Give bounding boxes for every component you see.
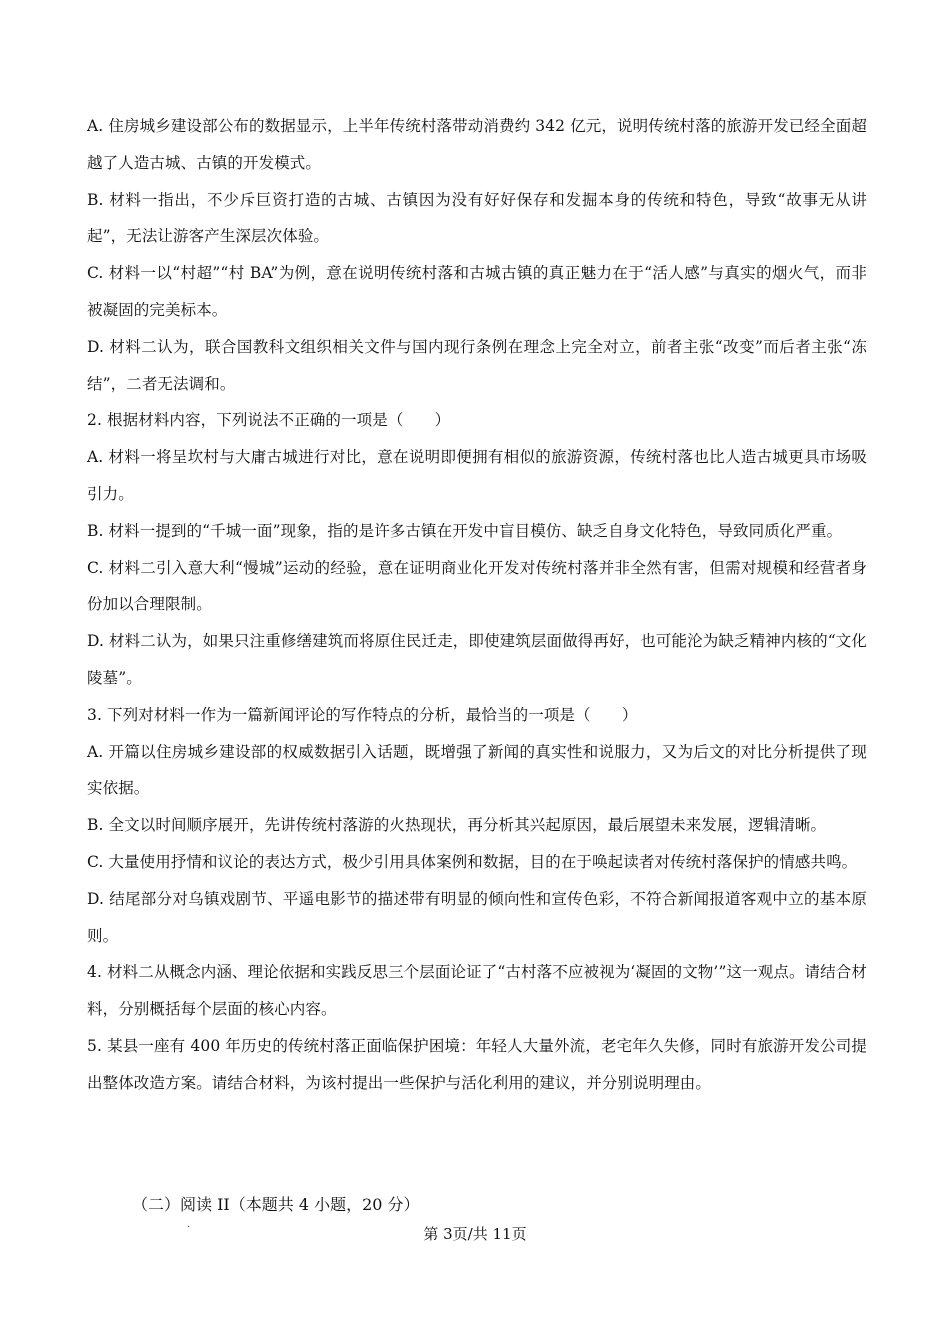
option-1d: D. 材料二认为，联合国教科文组织相关文件与国内现行条例在理念上完全对立，前者主张“改变”而后者主张“冻结”，二者无法调和。 <box>87 337 867 393</box>
question-4: 4. 材料二从概念内涵、理论依据和实践反思三个层面论证了“古村落不应被视为‘凝固的文物’”这一观点。请结合材料，分别概括每个层面的核心内容。 <box>87 963 867 1019</box>
option-3c: C. 大量使用抒情和议论的表达方式，极少引用具体案例和数据，目的在于唤起读者对传统村落保护的情感共鸣。 <box>87 852 858 871</box>
option-2c: C. 材料二引入意大利“慢城”运动的经验，意在证明商业化开发对传统村落并非全然有害，但需对规模和经营者身份加以合理限制。 <box>87 558 867 614</box>
question-3: 3. 下列对材料一作为一篇新闻评论的写作特点的分析，最恰当的一项是（ ） <box>87 705 638 724</box>
option-3b: B. 全文以时间顺序展开，先讲传统村落游的火热现状，再分析其兴起原因，最后展望未来发展，逻辑清晰。 <box>87 816 827 835</box>
option-1b: B. 材料一指出，不少斥巨资打造的古城、古镇因为没有好好保存和发掘本身的传统和特色，导致“故事无从讲起”，无法让游客产生深层次体验。 <box>87 190 867 246</box>
section-heading: （二）阅读 II（本题共 4 小题，20 分） <box>132 1195 420 1214</box>
question-2: 2. 根据材料内容，下列说法不正确的一项是（ ） <box>87 411 451 430</box>
option-2a: A. 材料一将呈坎村与大庸古城进行对比，意在说明即便拥有相似的旅游资源，传统村落也比人造古城更具市场吸引力。 <box>87 448 867 503</box>
option-3d: D. 结尾部分对乌镇戏剧节、平遥电影节的描述带有明显的倾向性和宣传色彩，不符合新闻报道客观中立的基本原则。 <box>87 889 867 945</box>
option-3a: A. 开篇以住房城乡建设部的权威数据引入话题，既增强了新闻的真实性和说服力，又为后文的对比分析提供了现实依据。 <box>87 742 867 798</box>
option-2b: B. 材料一提到的“千城一面”现象，指的是许多古镇在开发中盲目模仿、缺乏自身文化特色，导致同质化严重。 <box>87 521 843 540</box>
page-number: 第 3页/共 11页 <box>423 1225 527 1243</box>
option-1a: A. 住房城乡建设部公布的数据显示，上半年传统村落带动消费约 342 亿元，说明传统村落的旅游开发已经全面超越了人造古城、古镇的开发模式。 <box>87 117 867 172</box>
option-2d: D. 材料二认为，如果只注重修缮建筑而将原住民迁走，即使建筑层面做得再好，也可能沦为缺乏精神内核的“文化陵墓”。 <box>87 632 867 687</box>
option-1c: C. 材料一以“村超”“村 BA”为例，意在说明传统村落和古城古镇的真正魅力在于“活人感”与真实的烟火气，而非被凝固的完美标本。 <box>87 264 867 319</box>
question-5: 5. 某县一座有 400 年历史的传统村落正面临保护困境：年轻人大量外流，老宅年久失修，同时有旅游开发公司提出整体改造方案。请结合材料，为该村提出一些保护与活化利用的建议，并分别说明理由。 <box>87 1036 867 1092</box>
question-content <box>87 108 867 1102</box>
footer-mark: · <box>187 1222 191 1233</box>
